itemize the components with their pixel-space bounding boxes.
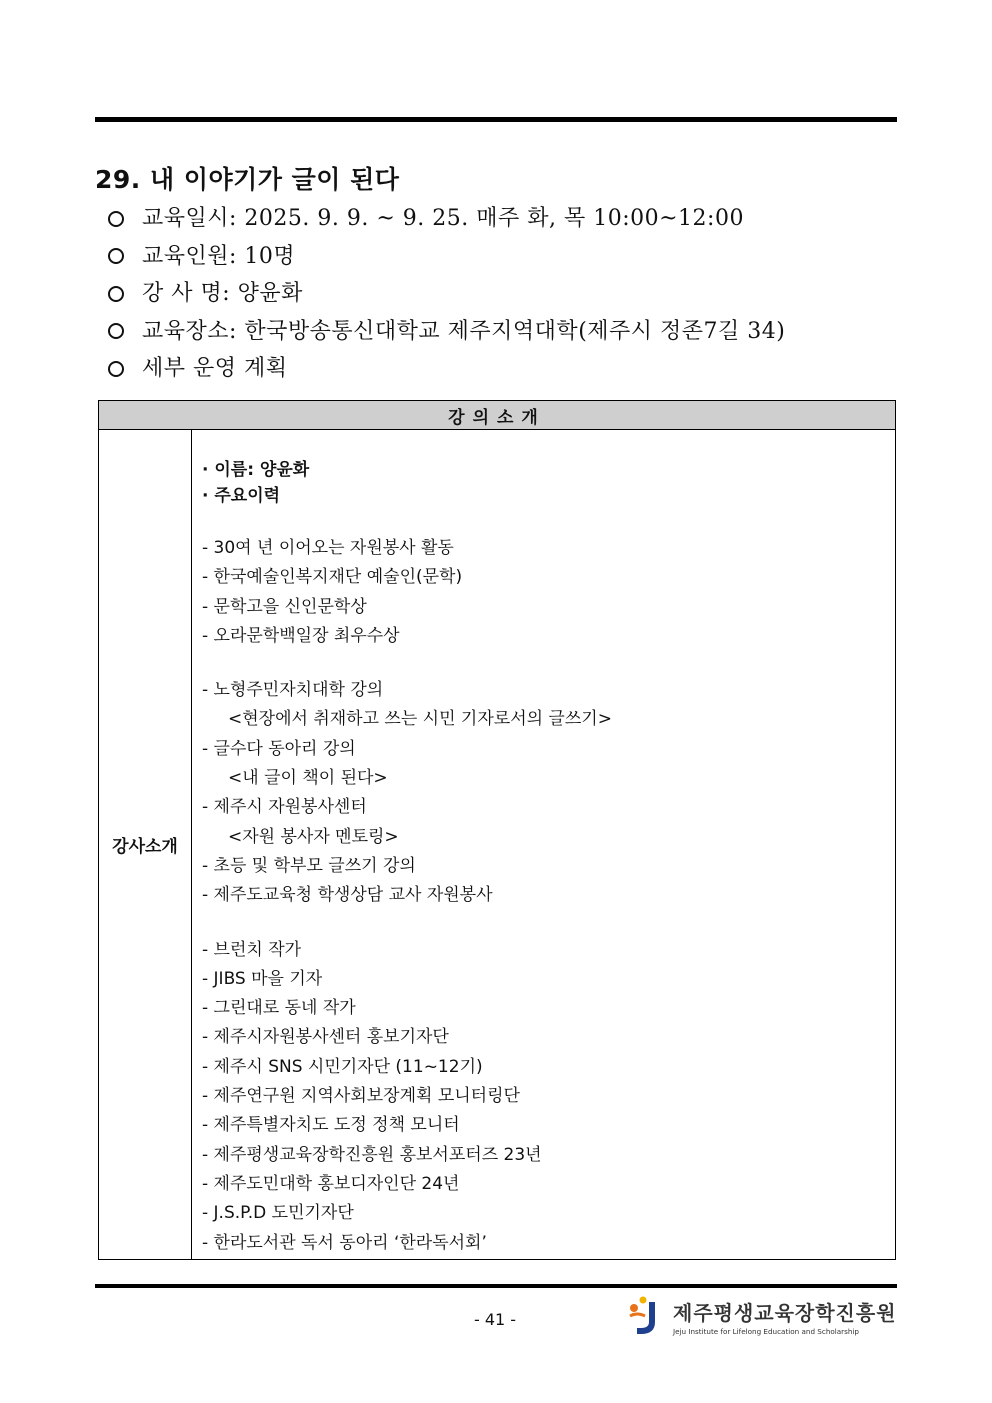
list-item: - J.S.P.D 도민기자단 bbox=[202, 1203, 354, 1224]
info-item-plan bbox=[108, 350, 785, 388]
list-item: - 노형주민자치대학 강의 bbox=[202, 680, 384, 701]
logo-text bbox=[673, 1297, 897, 1336]
list-item: - 제주도민대학 홍보디자인단 24년 bbox=[202, 1173, 460, 1194]
list-item: - 브런치 작가 bbox=[202, 939, 302, 960]
list-subitem: <현장에서 취재하고 쓰는 시민 기자로서의 글쓰기> bbox=[228, 709, 612, 730]
instructor-profile bbox=[192, 430, 896, 1260]
lecture-table bbox=[98, 400, 896, 1260]
spacer bbox=[202, 911, 895, 936]
list-item: - 제주도교육청 학생상담 교사 자원봉사 bbox=[202, 885, 493, 906]
info-item-location bbox=[108, 313, 785, 351]
info-text: 강 사 명: 양윤화 bbox=[142, 281, 303, 306]
list-item: - 오라문학백일장 최우수상 bbox=[202, 625, 400, 646]
career-heading: · 주요이력 bbox=[202, 485, 281, 506]
name-line: · 이름: 양윤화 bbox=[202, 460, 310, 480]
list-subitem: <내 글이 책이 된다> bbox=[228, 768, 388, 789]
list-item: - 제주시 자원봉사센터 bbox=[202, 797, 367, 818]
section-title: 29. 내 이야기가 글이 된다 bbox=[95, 165, 400, 194]
bottom-rule bbox=[95, 1284, 897, 1288]
list-item: - 제주연구원 지역사회보장계획 모니터링단 bbox=[202, 1086, 520, 1107]
info-item-capacity bbox=[108, 238, 785, 276]
list-item: - 그린대로 동네 작가 bbox=[202, 998, 356, 1019]
circle-bullet-icon bbox=[108, 361, 124, 377]
info-text: 세부 운영 계획 bbox=[142, 356, 288, 381]
list-item: - 제주시 SNS 시민기자단 (11~12기) bbox=[202, 1056, 483, 1077]
list-item: - 한라도서관 독서 동아리 ‘한라독서회’ bbox=[202, 1232, 487, 1253]
institute-logo bbox=[625, 1292, 895, 1340]
page-number: - 41 - bbox=[473, 1310, 517, 1329]
list-item: - 문학고을 신인문학상 bbox=[202, 596, 367, 617]
top-rule bbox=[95, 117, 897, 122]
spacer bbox=[202, 651, 895, 676]
list-item: - JIBS 마을 기자 bbox=[202, 968, 323, 989]
list-item: - 한국예술인복지재단 예술인(문학) bbox=[202, 567, 463, 588]
info-item-instructor bbox=[108, 275, 785, 313]
info-text: 교육인원: 10명 bbox=[142, 243, 296, 269]
list-subitem: <자원 봉사자 멘토링> bbox=[228, 826, 399, 847]
logo-name: 제주평생교육장학진흥원 bbox=[673, 1300, 897, 1325]
info-item-date bbox=[108, 200, 785, 238]
institute-logo-icon bbox=[625, 1294, 667, 1338]
list-item: - 제주시자원봉사센터 홍보기자단 bbox=[202, 1027, 449, 1048]
row-label: 강사소개 bbox=[99, 430, 192, 1260]
list-item: - 초등 및 학부모 글쓰기 강의 bbox=[202, 855, 416, 876]
logo-english: Jeju Institute for Lifelong Education and Scholarship bbox=[673, 1326, 859, 1336]
list-item: - 제주특별자치도 도정 정책 모니터 bbox=[202, 1115, 460, 1136]
info-list bbox=[108, 200, 785, 388]
table-header: 강의소개 bbox=[99, 401, 896, 430]
circle-bullet-icon bbox=[108, 248, 124, 264]
circle-bullet-icon bbox=[108, 286, 124, 302]
circle-bullet-icon bbox=[108, 211, 124, 227]
info-text: 교육장소: 한국방송통신대학교 제주지역대학(제주시 정존7길 34) bbox=[142, 318, 786, 344]
info-text: 교육일시: 2025. 9. 9. ~ 9. 25. 매주 화, 목 10:00~12:00 bbox=[142, 206, 744, 231]
circle-bullet-icon bbox=[108, 323, 124, 339]
list-item: - 30여 년 이어오는 자원봉사 활동 bbox=[202, 538, 454, 558]
list-item: - 제주평생교육장학진흥원 홍보서포터즈 23년 bbox=[202, 1144, 542, 1165]
list-item: - 글수다 동아리 강의 bbox=[202, 738, 356, 759]
spacer bbox=[202, 509, 895, 534]
